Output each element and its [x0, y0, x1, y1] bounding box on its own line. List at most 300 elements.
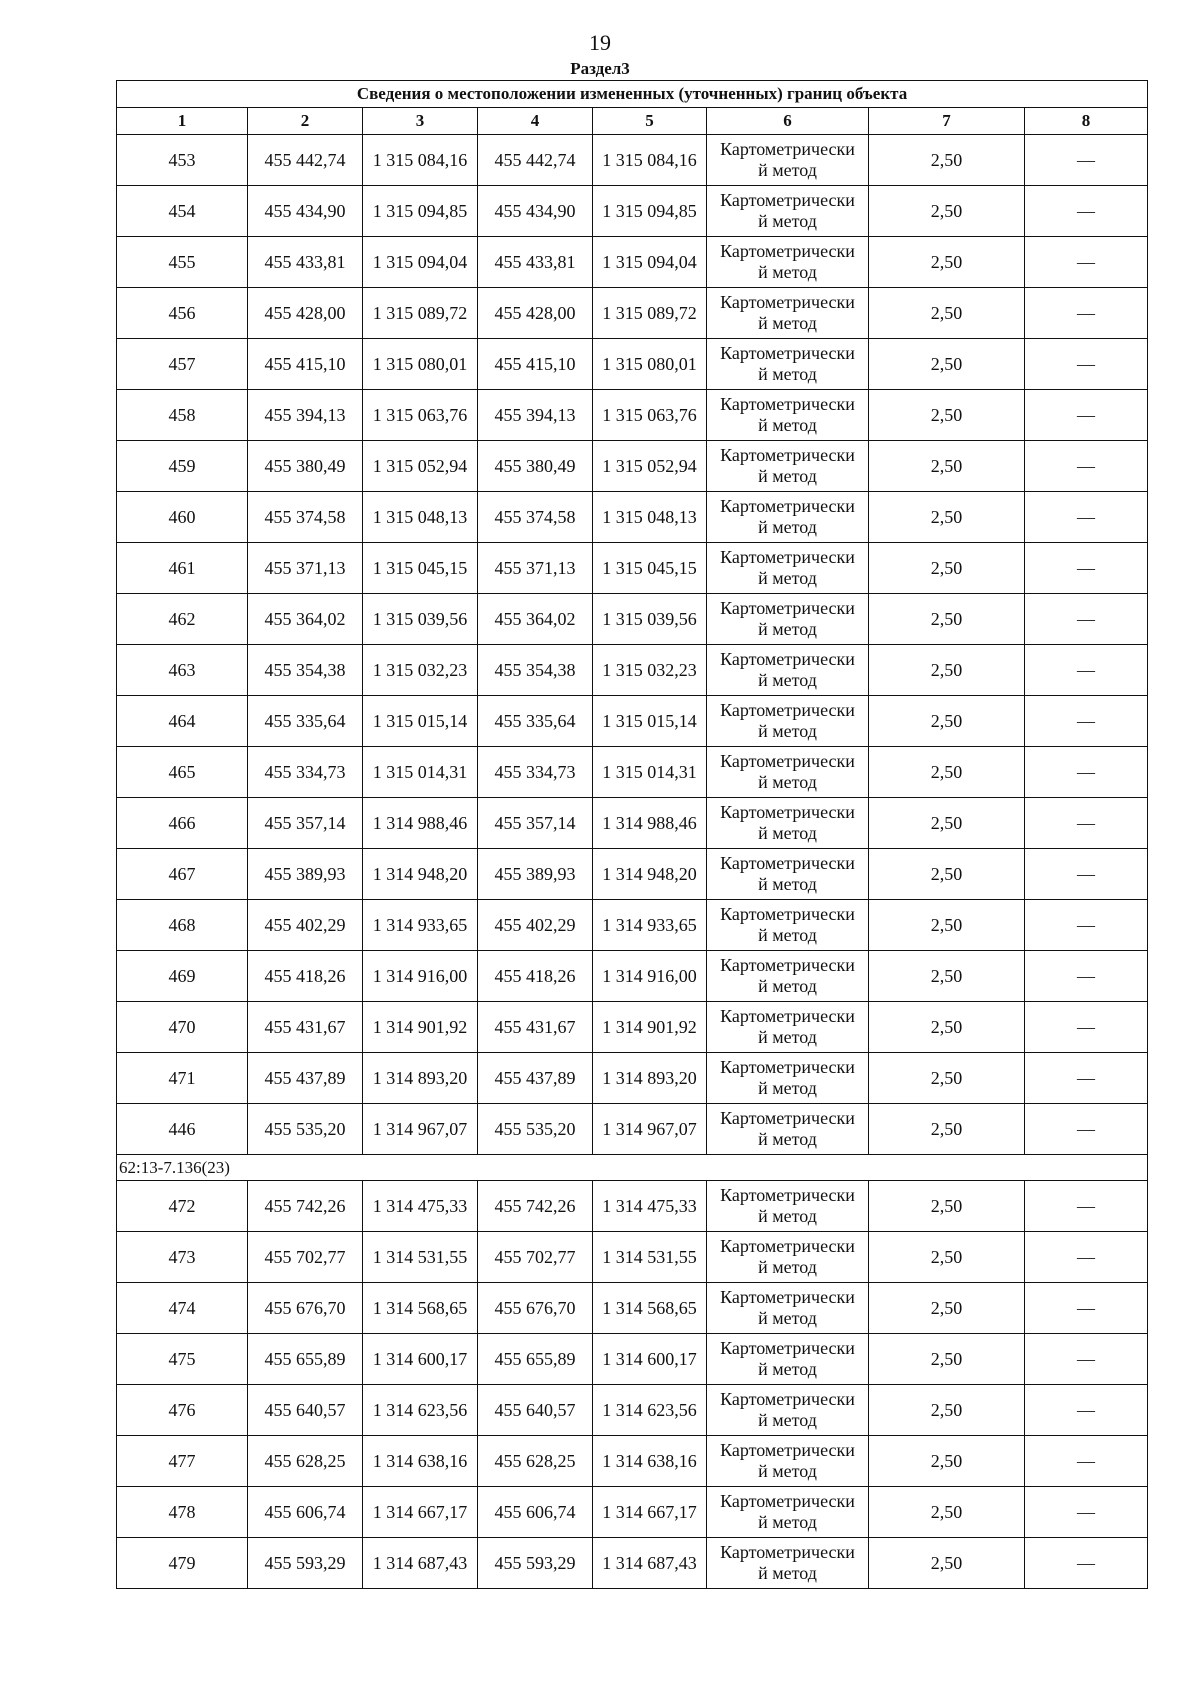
y-new-cell: 1 314 531,55 [593, 1232, 707, 1283]
table-row [117, 1181, 1148, 1232]
table-row [117, 1053, 1148, 1104]
description-cell: — [1025, 594, 1148, 645]
accuracy-cell: 2,50 [869, 288, 1025, 339]
description-cell: — [1025, 1385, 1148, 1436]
x-existing-cell: 455 628,25 [248, 1436, 363, 1487]
y-existing-cell: 1 315 052,94 [363, 441, 478, 492]
y-new-cell: 1 314 568,65 [593, 1283, 707, 1334]
table-row [117, 747, 1148, 798]
accuracy-cell: 2,50 [869, 900, 1025, 951]
table-row [117, 1436, 1148, 1487]
y-new-cell: 1 314 916,00 [593, 951, 707, 1002]
method-text-line1: Картометрически [720, 1006, 855, 1026]
method-text-line2: й метод [758, 619, 817, 639]
x-existing-cell: 455 437,89 [248, 1053, 363, 1104]
x-existing-cell: 455 431,67 [248, 1002, 363, 1053]
x-new-cell: 455 380,49 [478, 441, 593, 492]
x-existing-cell: 455 640,57 [248, 1385, 363, 1436]
y-new-cell: 1 314 623,56 [593, 1385, 707, 1436]
point-number-cell: 468 [117, 900, 248, 951]
table-row [117, 543, 1148, 594]
x-new-cell: 455 640,57 [478, 1385, 593, 1436]
table-row [117, 696, 1148, 747]
point-number-cell: 476 [117, 1385, 248, 1436]
y-existing-cell: 1 315 094,85 [363, 186, 478, 237]
table-row [117, 951, 1148, 1002]
method-text-line2: й метод [758, 1512, 817, 1532]
x-new-cell: 455 335,64 [478, 696, 593, 747]
x-existing-cell: 455 742,26 [248, 1181, 363, 1232]
description-cell: — [1025, 1334, 1148, 1385]
accuracy-cell: 2,50 [869, 1334, 1025, 1385]
method-text-line1: Картометрически [720, 1338, 855, 1358]
column-header: 4 [478, 108, 593, 135]
y-existing-cell: 1 314 901,92 [363, 1002, 478, 1053]
y-existing-cell: 1 314 568,65 [363, 1283, 478, 1334]
x-new-cell: 455 402,29 [478, 900, 593, 951]
x-new-cell: 455 606,74 [478, 1487, 593, 1538]
method-text-line2: й метод [758, 364, 817, 384]
method-cell [707, 1181, 869, 1232]
point-number-cell: 463 [117, 645, 248, 696]
method-text-line1: Картометрически [720, 190, 855, 210]
group-row [117, 1155, 1148, 1181]
method-cell [707, 339, 869, 390]
x-existing-cell: 455 335,64 [248, 696, 363, 747]
y-new-cell: 1 315 014,31 [593, 747, 707, 798]
y-new-cell: 1 314 600,17 [593, 1334, 707, 1385]
x-new-cell: 455 374,58 [478, 492, 593, 543]
description-cell: — [1025, 951, 1148, 1002]
method-cell [707, 1436, 869, 1487]
y-existing-cell: 1 315 014,31 [363, 747, 478, 798]
description-cell: — [1025, 237, 1148, 288]
method-cell [707, 1334, 869, 1385]
method-text-line2: й метод [758, 262, 817, 282]
accuracy-cell: 2,50 [869, 849, 1025, 900]
point-number-cell: 461 [117, 543, 248, 594]
table-row [117, 594, 1148, 645]
y-existing-cell: 1 315 063,76 [363, 390, 478, 441]
method-text-line2: й метод [758, 568, 817, 588]
method-cell [707, 1487, 869, 1538]
y-existing-cell: 1 314 687,43 [363, 1538, 478, 1589]
table-row [117, 1334, 1148, 1385]
description-cell: — [1025, 543, 1148, 594]
description-cell: — [1025, 288, 1148, 339]
description-cell: — [1025, 1487, 1148, 1538]
y-existing-cell: 1 314 623,56 [363, 1385, 478, 1436]
method-cell [707, 390, 869, 441]
x-existing-cell: 455 334,73 [248, 747, 363, 798]
point-number-cell: 478 [117, 1487, 248, 1538]
column-header: 8 [1025, 108, 1148, 135]
x-existing-cell: 455 593,29 [248, 1538, 363, 1589]
table-header-row [117, 108, 1148, 135]
y-existing-cell: 1 314 667,17 [363, 1487, 478, 1538]
column-header: 1 [117, 108, 248, 135]
method-text-line2: й метод [758, 1461, 817, 1481]
method-text-line2: й метод [758, 1257, 817, 1277]
group-label: 62:13-7.136(23) [117, 1155, 1148, 1181]
x-existing-cell: 455 394,13 [248, 390, 363, 441]
point-number-cell: 456 [117, 288, 248, 339]
accuracy-cell: 2,50 [869, 1232, 1025, 1283]
accuracy-cell: 2,50 [869, 1385, 1025, 1436]
method-text-line1: Картометрически [720, 139, 855, 159]
x-existing-cell: 455 364,02 [248, 594, 363, 645]
x-existing-cell: 455 402,29 [248, 900, 363, 951]
accuracy-cell: 2,50 [869, 696, 1025, 747]
table-row [117, 1487, 1148, 1538]
description-cell: — [1025, 441, 1148, 492]
x-existing-cell: 455 357,14 [248, 798, 363, 849]
method-text-line1: Картометрически [720, 1236, 855, 1256]
y-existing-cell: 1 315 094,04 [363, 237, 478, 288]
point-number-cell: 475 [117, 1334, 248, 1385]
column-header: 5 [593, 108, 707, 135]
description-cell: — [1025, 1053, 1148, 1104]
method-text-line1: Картометрически [720, 241, 855, 261]
method-cell [707, 1385, 869, 1436]
y-new-cell: 1 315 094,04 [593, 237, 707, 288]
x-new-cell: 455 437,89 [478, 1053, 593, 1104]
method-cell [707, 747, 869, 798]
method-cell [707, 798, 869, 849]
x-existing-cell: 455 354,38 [248, 645, 363, 696]
table-row [117, 645, 1148, 696]
table-row [117, 186, 1148, 237]
point-number-cell: 457 [117, 339, 248, 390]
accuracy-cell: 2,50 [869, 492, 1025, 543]
y-existing-cell: 1 314 948,20 [363, 849, 478, 900]
method-text-line1: Картометрически [720, 445, 855, 465]
coordinates-table [116, 80, 1148, 1589]
x-new-cell: 455 354,38 [478, 645, 593, 696]
method-text-line2: й метод [758, 415, 817, 435]
y-existing-cell: 1 314 475,33 [363, 1181, 478, 1232]
method-cell [707, 1538, 869, 1589]
description-cell: — [1025, 390, 1148, 441]
table-row [117, 288, 1148, 339]
method-cell [707, 696, 869, 747]
method-text-line1: Картометрически [720, 547, 855, 567]
accuracy-cell: 2,50 [869, 951, 1025, 1002]
method-text-line1: Картометрически [720, 1389, 855, 1409]
point-number-cell: 462 [117, 594, 248, 645]
table-row [117, 1283, 1148, 1334]
y-new-cell: 1 315 052,94 [593, 441, 707, 492]
method-cell [707, 492, 869, 543]
accuracy-cell: 2,50 [869, 237, 1025, 288]
table-row [117, 237, 1148, 288]
x-new-cell: 455 357,14 [478, 798, 593, 849]
x-existing-cell: 455 374,58 [248, 492, 363, 543]
description-cell: — [1025, 1002, 1148, 1053]
page-number: 19 [589, 30, 611, 55]
description-cell: — [1025, 849, 1148, 900]
table-row [117, 1538, 1148, 1589]
point-number-cell: 470 [117, 1002, 248, 1053]
x-existing-cell: 455 418,26 [248, 951, 363, 1002]
y-new-cell: 1 315 045,15 [593, 543, 707, 594]
x-new-cell: 455 593,29 [478, 1538, 593, 1589]
method-text-line1: Картометрически [720, 802, 855, 822]
description-cell: — [1025, 186, 1148, 237]
method-text-line1: Картометрически [720, 1185, 855, 1205]
point-number-cell: 477 [117, 1436, 248, 1487]
accuracy-cell: 2,50 [869, 1538, 1025, 1589]
description-cell: — [1025, 1436, 1148, 1487]
description-cell: — [1025, 1538, 1148, 1589]
method-text-line1: Картометрически [720, 343, 855, 363]
accuracy-cell: 2,50 [869, 1104, 1025, 1155]
method-cell [707, 441, 869, 492]
point-number-cell: 479 [117, 1538, 248, 1589]
accuracy-cell: 2,50 [869, 798, 1025, 849]
table-row [117, 849, 1148, 900]
accuracy-cell: 2,50 [869, 441, 1025, 492]
y-new-cell: 1 315 048,13 [593, 492, 707, 543]
method-cell [707, 849, 869, 900]
y-existing-cell: 1 314 531,55 [363, 1232, 478, 1283]
x-new-cell: 455 628,25 [478, 1436, 593, 1487]
description-cell: — [1025, 135, 1148, 186]
x-new-cell: 455 676,70 [478, 1283, 593, 1334]
accuracy-cell: 2,50 [869, 747, 1025, 798]
y-new-cell: 1 315 080,01 [593, 339, 707, 390]
x-existing-cell: 455 389,93 [248, 849, 363, 900]
x-existing-cell: 455 428,00 [248, 288, 363, 339]
accuracy-cell: 2,50 [869, 543, 1025, 594]
table-row [117, 135, 1148, 186]
section-title: Раздел3 [570, 59, 630, 78]
y-new-cell: 1 315 015,14 [593, 696, 707, 747]
point-number-cell: 472 [117, 1181, 248, 1232]
description-cell: — [1025, 696, 1148, 747]
description-cell: — [1025, 1181, 1148, 1232]
method-text-line2: й метод [758, 772, 817, 792]
y-existing-cell: 1 314 600,17 [363, 1334, 478, 1385]
point-number-cell: 466 [117, 798, 248, 849]
description-cell: — [1025, 1232, 1148, 1283]
description-cell: — [1025, 492, 1148, 543]
point-number-cell: 469 [117, 951, 248, 1002]
method-text-line1: Картометрически [720, 1491, 855, 1511]
method-text-line2: й метод [758, 670, 817, 690]
x-new-cell: 455 655,89 [478, 1334, 593, 1385]
method-text-line1: Картометрически [720, 394, 855, 414]
table-row [117, 492, 1148, 543]
method-text-line1: Картометрически [720, 751, 855, 771]
method-text-line2: й метод [758, 517, 817, 537]
x-new-cell: 455 742,26 [478, 1181, 593, 1232]
method-text-line1: Картометрически [720, 1108, 855, 1128]
method-cell [707, 951, 869, 1002]
y-new-cell: 1 314 933,65 [593, 900, 707, 951]
accuracy-cell: 2,50 [869, 1002, 1025, 1053]
description-cell: — [1025, 747, 1148, 798]
method-text-line2: й метод [758, 1563, 817, 1583]
method-cell [707, 186, 869, 237]
table-row [117, 900, 1148, 951]
y-new-cell: 1 314 475,33 [593, 1181, 707, 1232]
accuracy-cell: 2,50 [869, 390, 1025, 441]
y-new-cell: 1 315 039,56 [593, 594, 707, 645]
y-existing-cell: 1 315 080,01 [363, 339, 478, 390]
description-cell: — [1025, 1283, 1148, 1334]
point-number-cell: 446 [117, 1104, 248, 1155]
method-cell [707, 543, 869, 594]
x-existing-cell: 455 434,90 [248, 186, 363, 237]
method-text-line1: Картометрически [720, 955, 855, 975]
x-existing-cell: 455 535,20 [248, 1104, 363, 1155]
method-text-line1: Картометрически [720, 700, 855, 720]
method-text-line1: Картометрически [720, 904, 855, 924]
y-existing-cell: 1 315 045,15 [363, 543, 478, 594]
y-existing-cell: 1 314 967,07 [363, 1104, 478, 1155]
x-new-cell: 455 364,02 [478, 594, 593, 645]
x-new-cell: 455 433,81 [478, 237, 593, 288]
point-number-cell: 455 [117, 237, 248, 288]
y-existing-cell: 1 315 084,16 [363, 135, 478, 186]
method-text-line1: Картометрически [720, 1287, 855, 1307]
method-text-line1: Картометрически [720, 649, 855, 669]
method-text-line1: Картометрически [720, 1057, 855, 1077]
accuracy-cell: 2,50 [869, 594, 1025, 645]
x-new-cell: 455 371,13 [478, 543, 593, 594]
accuracy-cell: 2,50 [869, 186, 1025, 237]
y-new-cell: 1 314 901,92 [593, 1002, 707, 1053]
table-caption-row [117, 81, 1148, 108]
method-text-line2: й метод [758, 874, 817, 894]
x-existing-cell: 455 433,81 [248, 237, 363, 288]
x-new-cell: 455 434,90 [478, 186, 593, 237]
accuracy-cell: 2,50 [869, 1181, 1025, 1232]
accuracy-cell: 2,50 [869, 1487, 1025, 1538]
point-number-cell: 473 [117, 1232, 248, 1283]
column-header: 2 [248, 108, 363, 135]
x-new-cell: 455 415,10 [478, 339, 593, 390]
method-cell [707, 135, 869, 186]
method-text-line1: Картометрически [720, 1542, 855, 1562]
y-new-cell: 1 314 667,17 [593, 1487, 707, 1538]
method-text-line2: й метод [758, 1078, 817, 1098]
y-existing-cell: 1 314 916,00 [363, 951, 478, 1002]
y-new-cell: 1 314 687,43 [593, 1538, 707, 1589]
accuracy-cell: 2,50 [869, 1283, 1025, 1334]
x-new-cell: 455 442,74 [478, 135, 593, 186]
method-text-line2: й метод [758, 466, 817, 486]
method-text-line2: й метод [758, 1206, 817, 1226]
method-cell [707, 1283, 869, 1334]
method-text-line1: Картометрически [720, 853, 855, 873]
method-text-line2: й метод [758, 1308, 817, 1328]
y-new-cell: 1 314 967,07 [593, 1104, 707, 1155]
table-row [117, 798, 1148, 849]
y-existing-cell: 1 315 089,72 [363, 288, 478, 339]
method-cell [707, 1104, 869, 1155]
table-row [117, 390, 1148, 441]
description-cell: — [1025, 798, 1148, 849]
column-header: 6 [707, 108, 869, 135]
x-existing-cell: 455 655,89 [248, 1334, 363, 1385]
y-existing-cell: 1 314 933,65 [363, 900, 478, 951]
method-text-line1: Картометрически [720, 496, 855, 516]
method-text-line2: й метод [758, 1027, 817, 1047]
method-text-line2: й метод [758, 160, 817, 180]
point-number-cell: 454 [117, 186, 248, 237]
method-text-line1: Картометрически [720, 292, 855, 312]
x-existing-cell: 455 380,49 [248, 441, 363, 492]
y-existing-cell: 1 315 039,56 [363, 594, 478, 645]
method-cell [707, 900, 869, 951]
point-number-cell: 471 [117, 1053, 248, 1104]
point-number-cell: 459 [117, 441, 248, 492]
y-new-cell: 1 315 032,23 [593, 645, 707, 696]
table-row [117, 1104, 1148, 1155]
x-new-cell: 455 334,73 [478, 747, 593, 798]
method-text-line2: й метод [758, 976, 817, 996]
x-new-cell: 455 535,20 [478, 1104, 593, 1155]
y-new-cell: 1 314 988,46 [593, 798, 707, 849]
accuracy-cell: 2,50 [869, 1436, 1025, 1487]
method-text-line2: й метод [758, 1129, 817, 1149]
point-number-cell: 453 [117, 135, 248, 186]
table-row [117, 339, 1148, 390]
accuracy-cell: 2,50 [869, 1053, 1025, 1104]
y-new-cell: 1 315 063,76 [593, 390, 707, 441]
method-cell [707, 594, 869, 645]
method-cell [707, 1053, 869, 1104]
description-cell: — [1025, 1104, 1148, 1155]
method-text-line2: й метод [758, 721, 817, 741]
method-text-line2: й метод [758, 925, 817, 945]
y-new-cell: 1 314 638,16 [593, 1436, 707, 1487]
y-existing-cell: 1 314 638,16 [363, 1436, 478, 1487]
table-caption: Сведения о местоположении измененных (уточненных) границ объекта [117, 81, 1148, 108]
x-new-cell: 455 428,00 [478, 288, 593, 339]
point-number-cell: 474 [117, 1283, 248, 1334]
table-row [117, 1385, 1148, 1436]
y-existing-cell: 1 314 893,20 [363, 1053, 478, 1104]
point-number-cell: 458 [117, 390, 248, 441]
method-text-line2: й метод [758, 1359, 817, 1379]
description-cell: — [1025, 900, 1148, 951]
y-new-cell: 1 314 948,20 [593, 849, 707, 900]
x-existing-cell: 455 702,77 [248, 1232, 363, 1283]
x-existing-cell: 455 442,74 [248, 135, 363, 186]
x-new-cell: 455 394,13 [478, 390, 593, 441]
method-cell [707, 1232, 869, 1283]
point-number-cell: 464 [117, 696, 248, 747]
x-new-cell: 455 431,67 [478, 1002, 593, 1053]
x-existing-cell: 455 415,10 [248, 339, 363, 390]
x-new-cell: 455 702,77 [478, 1232, 593, 1283]
method-cell [707, 1002, 869, 1053]
method-text-line2: й метод [758, 1410, 817, 1430]
x-new-cell: 455 389,93 [478, 849, 593, 900]
y-new-cell: 1 314 893,20 [593, 1053, 707, 1104]
y-new-cell: 1 315 084,16 [593, 135, 707, 186]
method-text-line2: й метод [758, 823, 817, 843]
y-existing-cell: 1 315 048,13 [363, 492, 478, 543]
x-new-cell: 455 418,26 [478, 951, 593, 1002]
point-number-cell: 460 [117, 492, 248, 543]
method-text-line1: Картометрически [720, 598, 855, 618]
method-text-line2: й метод [758, 211, 817, 231]
method-cell [707, 645, 869, 696]
